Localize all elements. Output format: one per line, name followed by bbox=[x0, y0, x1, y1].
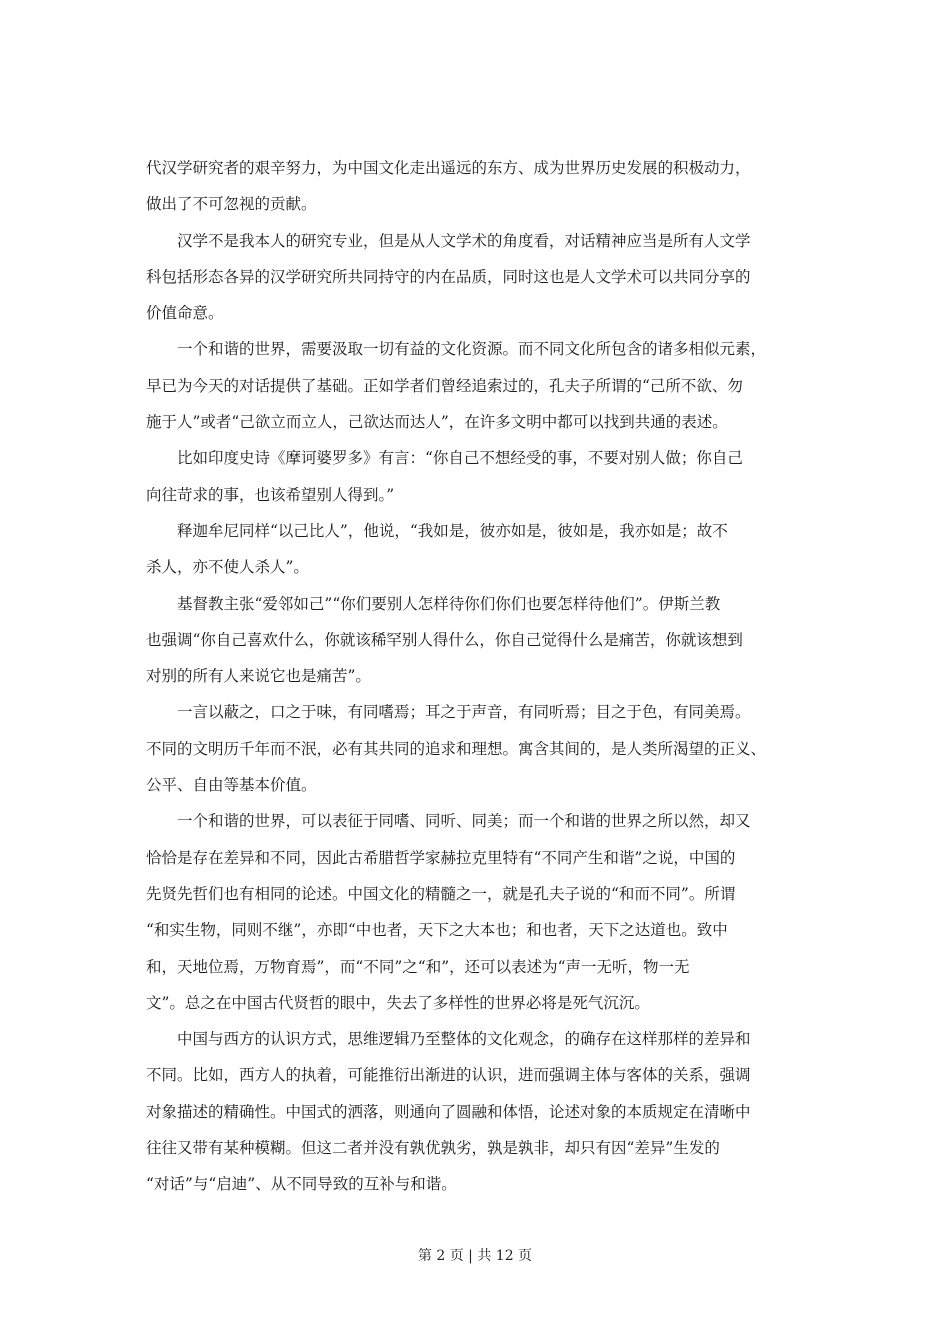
text-line: 往往又带有某种模糊。但这二者并没有孰优孰劣，孰是孰非，却只有因“差异”生发的 bbox=[146, 1139, 720, 1158]
page-footer: 第 2 页 | 共 12 页 bbox=[417, 1248, 533, 1264]
text-line: 早已为今天的对话提供了基础。正如学者们曾经追索过的，孔夫子所谓的“己所不欲、勿 bbox=[146, 376, 743, 395]
document-body bbox=[146, 150, 806, 1203]
text-line: 价值命意。 bbox=[146, 304, 224, 323]
text-line: “和实生物，同则不继”，亦即“中也者，天下之大本也；和也者，天下之达道也。致中 bbox=[146, 921, 728, 940]
paragraph-first-line: 一言以蔽之，口之于味，有同嗜焉；耳之于声音，有同听焉；目之于色，有同美焉。 bbox=[177, 703, 751, 722]
text-line: 做出了不可忽视的贡献。 bbox=[146, 195, 317, 214]
text-line: 不同。比如，西方人的执着，可能推衍出渐进的认识，进而强调主体与客体的关系，强调 bbox=[146, 1066, 751, 1085]
text-line: “对话”与“启迪”、从不同导致的互补与和谐。 bbox=[146, 1175, 457, 1194]
text-line: 施于人”或者“己欲立而立人，己欲达而达人”，在许多文明中都可以找到共通的表述。 bbox=[146, 413, 728, 432]
text-line: 和，天地位焉，万物育焉”，而“不同”之“和”，还可以表述为“声一无听，物一无 bbox=[146, 957, 690, 976]
paragraph-first-line: 汉学不是我本人的研究专业，但是从人文学术的角度看，对话精神应当是所有人文学 bbox=[177, 231, 751, 250]
text-line: 杀人，亦不使人杀人”。 bbox=[146, 558, 309, 577]
text-line: 先贤先哲们也有相同的论述。中国文化的精髓之一，就是孔夫子说的“和而不同”。所谓 bbox=[146, 884, 736, 903]
text-line: 也强调“你自己喜欢什么，你就该稀罕别人得什么，你自己觉得什么是痛苦，你就该想到 bbox=[146, 630, 743, 649]
text-line: 恰恰是存在差异和不同，因此古希腊哲学家赫拉克里特有“不同产生和谐”之说，中国的 bbox=[146, 848, 736, 867]
paragraph-first-line: 一个和谐的世界，需要汲取一切有益的文化资源。而不同文化所包含的诸多相似元素， bbox=[177, 340, 767, 359]
text-line: 对象描述的精确性。中国式的洒落，则通向了圆融和体悟，论述对象的本质规定在清晰中 bbox=[146, 1102, 751, 1121]
text-line: 文”。总之在中国古代贤哲的眼中，失去了多样性的世界必将是死气沉沉。 bbox=[146, 993, 650, 1012]
paragraph-first-line: 一个和谐的世界，可以表征于同嗜、同听、同美；而一个和谐的世界之所以然，却又 bbox=[177, 812, 751, 831]
paragraph-first-line: 释迦牟尼同样“以己比人”，他说，“我如是，彼亦如是，彼如是，我亦如是；故不 bbox=[177, 521, 728, 540]
paragraph-first-line: 比如印度史诗《摩诃婆罗多》有言：“你自己不想经受的事，不要对别人做；你自己 bbox=[177, 449, 743, 468]
text-line: 公平、自由等基本价值。 bbox=[146, 776, 317, 795]
text-line: 向往苛求的事，也该希望别人得到。” bbox=[146, 485, 395, 504]
paragraph-first-line: 基督教主张“爱邻如己”“你们要别人怎样待你们你们也要怎样待他们”。伊斯兰教 bbox=[177, 594, 721, 613]
paragraph-first-line: 中国与西方的认识方式，思维逻辑乃至整体的文化观念，的确存在这样那样的差异和 bbox=[177, 1030, 751, 1049]
text-line: 科包括形态各异的汉学研究所共同持守的内在品质，同时这也是人文学术可以共同分享的 bbox=[146, 267, 751, 286]
text-line: 代汉学研究者的艰辛努力，为中国文化走出遥远的东方、成为世界历史发展的积极动力， bbox=[146, 159, 751, 177]
text-line: 对别的所有人来说它也是痛苦”。 bbox=[146, 667, 371, 686]
text-line: 不同的文明历千年而不泯，必有其共同的追求和理想。寓含其间的，是人类所渴望的正义、 bbox=[146, 739, 767, 758]
